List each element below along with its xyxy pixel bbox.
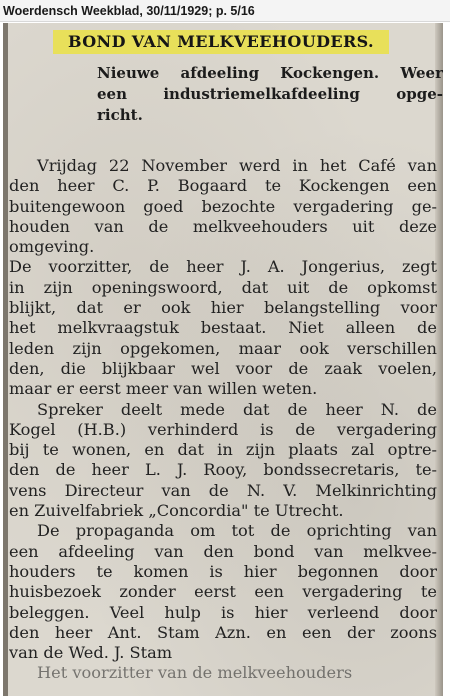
paragraph-4-line: een afdeeling van den bond van melkvee- bbox=[9, 541, 437, 561]
paragraph-4-line: huisbezoek zonder eerst een vergadering te bbox=[9, 582, 437, 602]
paragraph-2-line: blijkt, dat er ook hier belangstelling voor bbox=[9, 298, 437, 318]
left-scan-edge bbox=[3, 23, 8, 696]
cut-off-line: Het voorzitter van de melkveehouders bbox=[37, 663, 353, 683]
paragraph-1-line: buitengewoon goed bezochte vergadering ge- bbox=[9, 196, 437, 216]
paragraph-2-line: maar er eerst meer van willen weten. bbox=[9, 379, 318, 399]
paragraph-3-line: vens Directeur van de N. V. Melkinrichting bbox=[9, 480, 437, 500]
paragraph-2-line: leden zijn opgekomen, maar ook verschillen bbox=[9, 338, 437, 358]
article-body bbox=[9, 156, 437, 684]
paragraph-2-line: De voorzitter, de heer J. A. Jongerius, zegt bbox=[9, 257, 437, 277]
subheadline-line: richt. bbox=[97, 106, 143, 124]
paragraph-1-line: omgeving. bbox=[9, 237, 95, 257]
paragraph-3-line: Kogel (H.B.) verhinderd is de vergadering bbox=[9, 419, 437, 439]
paragraph-3-line: den de heer L. J. Rooy, bondssecretaris, te- bbox=[9, 460, 437, 480]
paragraph-1-line: Vrijdag 22 November werd in het Café van bbox=[37, 156, 437, 175]
paragraph-3-line: Spreker deelt mede dat de heer N. de bbox=[37, 399, 437, 419]
subheadline-line: een industriemelkafdeeling opge- bbox=[97, 85, 443, 103]
paragraph-3-line: en Zuivelfabriek „Concordia" te Utrecht. bbox=[9, 501, 344, 521]
paragraph-2-line: den, die blijkbaar wel voor de zaak voelen, bbox=[9, 358, 437, 378]
source-caption: Woerdensch Weekblad, 30/11/1929; p. 5/16 bbox=[0, 0, 450, 22]
paragraph-4-line: De propaganda om tot de oprichting van bbox=[37, 521, 437, 541]
paragraph-4-line: houders te komen is hier begonnen door bbox=[9, 561, 437, 581]
paragraph-2-line: in zijn openingswoord, dat uit de opkomst bbox=[9, 277, 437, 297]
subheadline bbox=[97, 63, 443, 126]
headline-highlight bbox=[53, 30, 389, 54]
paragraph-1-line: houden van de melkveehouders uit deze bbox=[9, 216, 437, 236]
paragraph-3-line: bij te wonen, en dat in zijn plaats zal optre- bbox=[9, 440, 437, 460]
newspaper-clipping bbox=[3, 23, 443, 696]
paragraph-4-line: beleggen. Veel hulp is hier verleend door bbox=[9, 602, 437, 622]
headline: BOND VAN MELKVEEHOUDERS. bbox=[67, 32, 374, 51]
paragraph-4-line: van de Wed. J. Stam bbox=[9, 643, 173, 663]
paragraph-1-line: den heer C. P. Bogaard te Kockengen een bbox=[9, 176, 437, 196]
subheadline-line: Nieuwe afdeeling Kockengen. Weer bbox=[97, 64, 443, 82]
paragraph-2-line: het melkvraagstuk bestaat. Niet alleen de bbox=[9, 318, 437, 338]
paragraph-4-line: den heer Ant. Stam Azn. en een der zoons bbox=[9, 622, 437, 642]
